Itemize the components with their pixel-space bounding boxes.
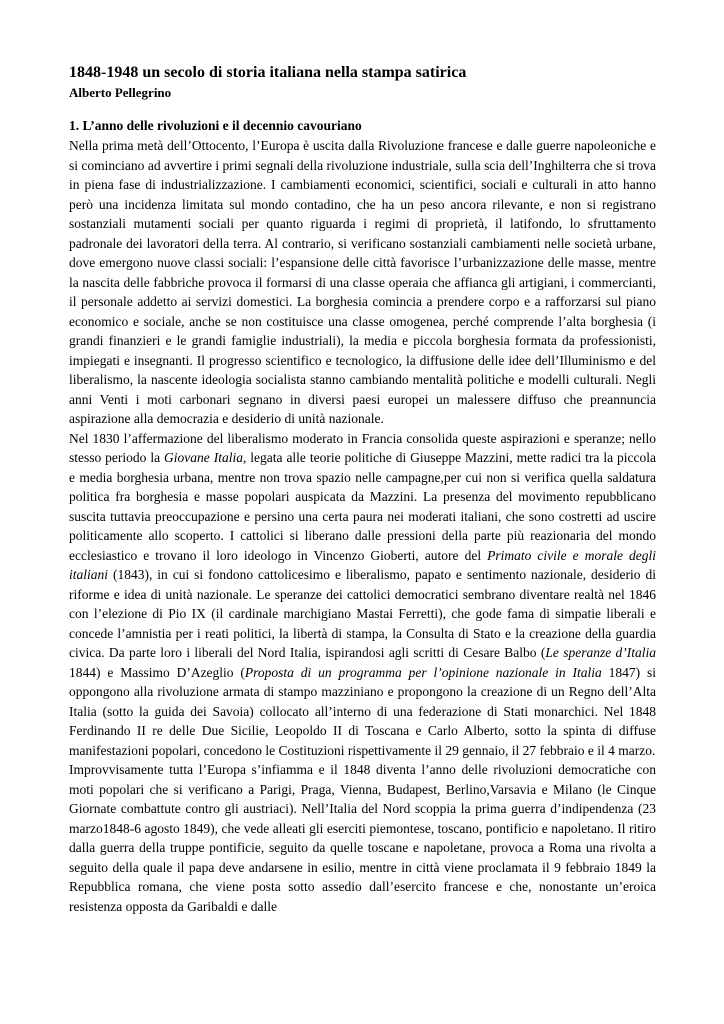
italic-giovane-italia: Giovane Italia: [164, 450, 243, 465]
paragraph-2-text-d: 1844) e Massimo D’Azeglio (: [69, 664, 245, 680]
italic-proposta-programma: Proposta di un programma per l’opinione nazionale in Italia: [244, 664, 602, 680]
paragraph-2-text-c: (1843), in cui si fondono cattolicesimo e liberalismo, papato e sentimento nazionale, desiderio di riforme e idea di unità nazionale. Le speranze dei cattolici democratici sembrano diventare realtà nel 1846 con l’elezione di Pio IX (il cardinale marchigiano Mastai Ferretti), che gode fama di simpatie liberali e concede l’amnistia per i reati politici, la libertà di stampa, la Consulta di Stato e la creazione della guardia civica. Da parte loro i liberali del Nord Italia, ispirandosi agli scritti di Cesare Balbo (: [69, 567, 656, 660]
paragraph-2-text-a: Nel 1830 l’affermazione del liberalismo moderato in Francia consolida queste aspirazioni e speranze; nello stesso periodo la: [69, 430, 656, 465]
document-body: [69, 62, 656, 916]
paragraph-3: Improvvisamente tutta l’Europa s’infiamma e il 1848 diventa l’anno delle rivoluzioni democratiche con moti popolari che si verificano a Parigi, Praga, Vienna, Budapest, Berlino,Varsavia e Milano (le Cinque Giornate combattute contro gli austriaci). Nell’Italia del Nord scoppia la prima guerra d’indipendenza (23 marzo1848-6 agosto 1849), che vede alleati gli eserciti piemontese, toscano, pontificio e napoletano. Il ritiro dalla guerra della truppe pontificie, seguito da quelle toscane e napoletane, provoca a Roma una rivolta a seguito della quale il papa deve andarsene in esilio, mentre in città viene proclamata il 9 febbraio 1849 la Repubblica romana, che viene posta sotto assedio dall’esercito francese e che, nonostante un’eroica resistenza opposta da Garibaldi e dalle: [69, 762, 656, 914]
paragraph-2: [69, 429, 656, 761]
author-name: Alberto Pellegrino: [69, 85, 172, 100]
italic-primato-civile: Primato civile e morale degli italiani: [69, 547, 656, 582]
paragraph-1: Nella prima metà dell’Ottocento, l’Europa è uscita dalla Rivoluzione francese e dalle guerre napoleoniche e si cominciano ad avvertire i primi segnali della rivoluzione industriale, sulla scia dell’Inghilterra che si trova in piena fase di industrializzazione. I cambiamenti economici, scientifici, sociali e culturali in atto hanno però una incidenza limitata sul mondo contadino, che ha un peso ancora rilevante, e non si registrano sostanziali mutamenti sociali per quanto riguarda i regimi di proprietà, il latifondo, lo sfruttamento padronale dei lavoratori della terra. Al contrario, si verificano sostanziali cambiamenti nelle società urbane, dove emergono nuove classi sociali: l’espansione delle città favorisce l’urbanizzazione delle masse, mentre la nascita delle fabbriche provoca il formarsi di una classe operaia che affianca gli artigiani, i commercianti, il personale addetto ai servizi domestici. La borghesia comincia a prendere corpo e a rafforzarsi sul piano economico e sociale, anche se non costituisce una classe omogenea, perché comprende l’alta borghesia (i grandi finanzieri e le grandi famiglie industriali), la media e piccola borghesia formata da professionisti, impiegati e insegnanti. Il progresso scientifico e tecnologico, la diffusione delle idee dell’Illuminismo e del liberalismo, la nascente ideologia socialista stanno cambiando mentalità politiche e modelli culturali. Negli anni Venti i moti carbonari segnano in diversi paesi europei un malessere diffuso che preannuncia aspirazione alla democrazia e desiderio di unità nazionale.: [69, 138, 656, 426]
section-heading: 1. L’anno delle rivoluzioni e il decennio cavouriano: [69, 118, 362, 133]
paragraph-2-text-e: 1847) si oppongono alla rivoluzione armata di stampo mazziniano e propongono la creazione di un Regno dell’Alta Italia (sotto la guida dei Savoia) collocato all’interno di una federazione di Stati monarchici. Nel 1848 Ferdinando II re delle Due Sicilie, Leopoldo II di Toscana e Carlo Alberto, sotto la spinta di diffuse manifestazioni popolari, concedono le Costituzioni rispettivamente il 29 gennaio, il 27 febbraio e il 4 marzo.: [69, 664, 656, 758]
italic-le-speranze: Le speranze d’Italia: [545, 645, 656, 660]
document-title: 1848-1948 un secolo di storia italiana nella stampa satirica: [69, 64, 467, 81]
paragraph-2-text-b: , legata alle teorie politiche di Giuseppe Mazzini, mette radici tra la piccola e media borghesia urbana, mentre non trova spazio nelle campagne,per cui non si verifica quella saldatura politica fra borghesia e masse popolari auspicata da Mazzini. La presenza del movimento repubblicano suscita tuttavia preoccupazione e persino una certa paura nei moderati italiani, che sono costretti ad uscire politicamente allo scoperto. I cattolici si liberano dalle pressioni della parte più reazionaria del mondo ecclesiastico e trovano il loro ideologo in Vincenzo Gioberti, autore del: [69, 450, 656, 563]
